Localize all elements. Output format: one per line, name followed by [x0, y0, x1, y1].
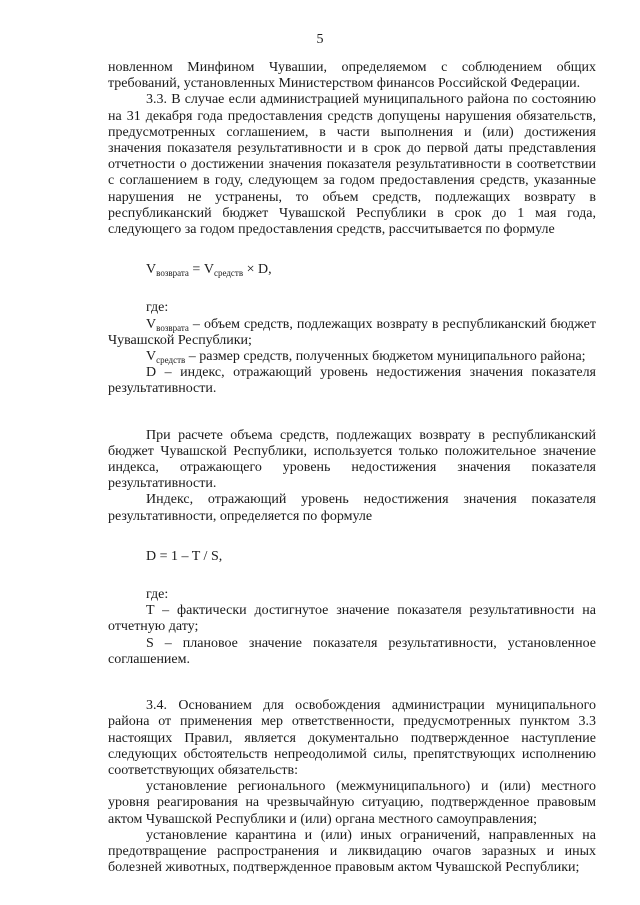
- definition-t: T – фактически достигнутое значение показателя результативности на отчетную дату;: [108, 603, 596, 635]
- document-body: [108, 60, 596, 876]
- def-sub-vozvrata: возврата: [156, 322, 189, 333]
- def-text-vozvrata: – объем средств, подлежащих возврату в республиканский бюджет Чувашской Республики;: [108, 316, 596, 348]
- paragraph-3-3: 3.3. В случае если администрацией муниципального района по состоянию на 31 декабря года предоставления средств допущены нарушения обязательств, предусмотренных соглашением, в части выполнения и (или) достижения значения показателя результативности и в срок до первой даты представления отчетности о достижении значения показателя результативности в соответствии с соглашением в году, следующем за годом предоставления средств, указанные нарушения не устранены, то объем средств, подлежащих возврату в республиканский бюджет Чувашской Республики в срок до 1 мая года, следующего за годом предоставления средств, рассчитывается по формуле: [108, 92, 596, 238]
- formula-return-volume: [108, 262, 596, 278]
- definition-s: S – плановое значение показателя результативности, установленное соглашением.: [108, 635, 596, 667]
- page-number: 5: [316, 32, 324, 47]
- formula-index-d: D = 1 – T / S,: [146, 548, 223, 564]
- list-item-emergency: установление регионального (межмуниципального) и (или) местного уровня реагирования на чрезвычайную ситуацию, подтвержденное правовым актом Чувашской Республики и (или) органа местного самоуправления;: [108, 779, 596, 827]
- def-text-sredstv: – размер средств, полученных бюджетом муниципального района;: [185, 349, 586, 365]
- definition-d: D – индекс, отражающий уровень недостижения значения показателя результативности.: [108, 365, 596, 397]
- formula-equals: =: [188, 262, 204, 278]
- where-label-2: где:: [146, 587, 169, 603]
- def-var-v: V: [146, 316, 157, 332]
- formula-rest: × D,: [243, 262, 272, 278]
- formula-sub-vozvrata: возврата: [156, 268, 189, 279]
- list-item-quarantine: установление карантина и (или) иных ограничений, направленных на предотвращение распространения и ликвидацию очагов заразных и иных болезней животных, подтвержденное правовым актом Чувашской Республики;: [108, 827, 596, 876]
- paragraph-continuation: новленном Минфином Чувашии, определяемом с соблюдением общих требований, установленных Министерством финансов Российской Федерации.: [108, 60, 596, 92]
- def-sub-sredstv: средств: [156, 355, 186, 366]
- paragraph-3-4: 3.4. Основанием для освобождения администрации муниципального района от применения мер ответственности, предусмотренных пунктом 3.3 настоящих Правил, является документально подтвержденное наступление следующих обстоятельств непреодолимой силы, препятствующих исполнению соответствующих обязательств:: [108, 698, 596, 778]
- formula-var-v2: V: [203, 262, 214, 278]
- paragraph-index: Индекс, отражающий уровень недостижения значения показателя результативности, определяется по формуле: [108, 492, 596, 524]
- formula-sub-sredstv: средств: [213, 268, 244, 279]
- formula-var-v: V: [146, 262, 157, 278]
- paragraph-calculation: При расчете объема средств, подлежащих возврату в республиканский бюджет Чувашской Республики, используется только положительное значение индекса, отражающего уровень недостижения значения показателя результативности.: [108, 427, 596, 492]
- where-label-1: где:: [146, 300, 169, 316]
- definition-v-vozvrata: [108, 317, 596, 349]
- def-var-v2: V: [146, 349, 157, 365]
- definition-v-sredstv: [108, 349, 596, 365]
